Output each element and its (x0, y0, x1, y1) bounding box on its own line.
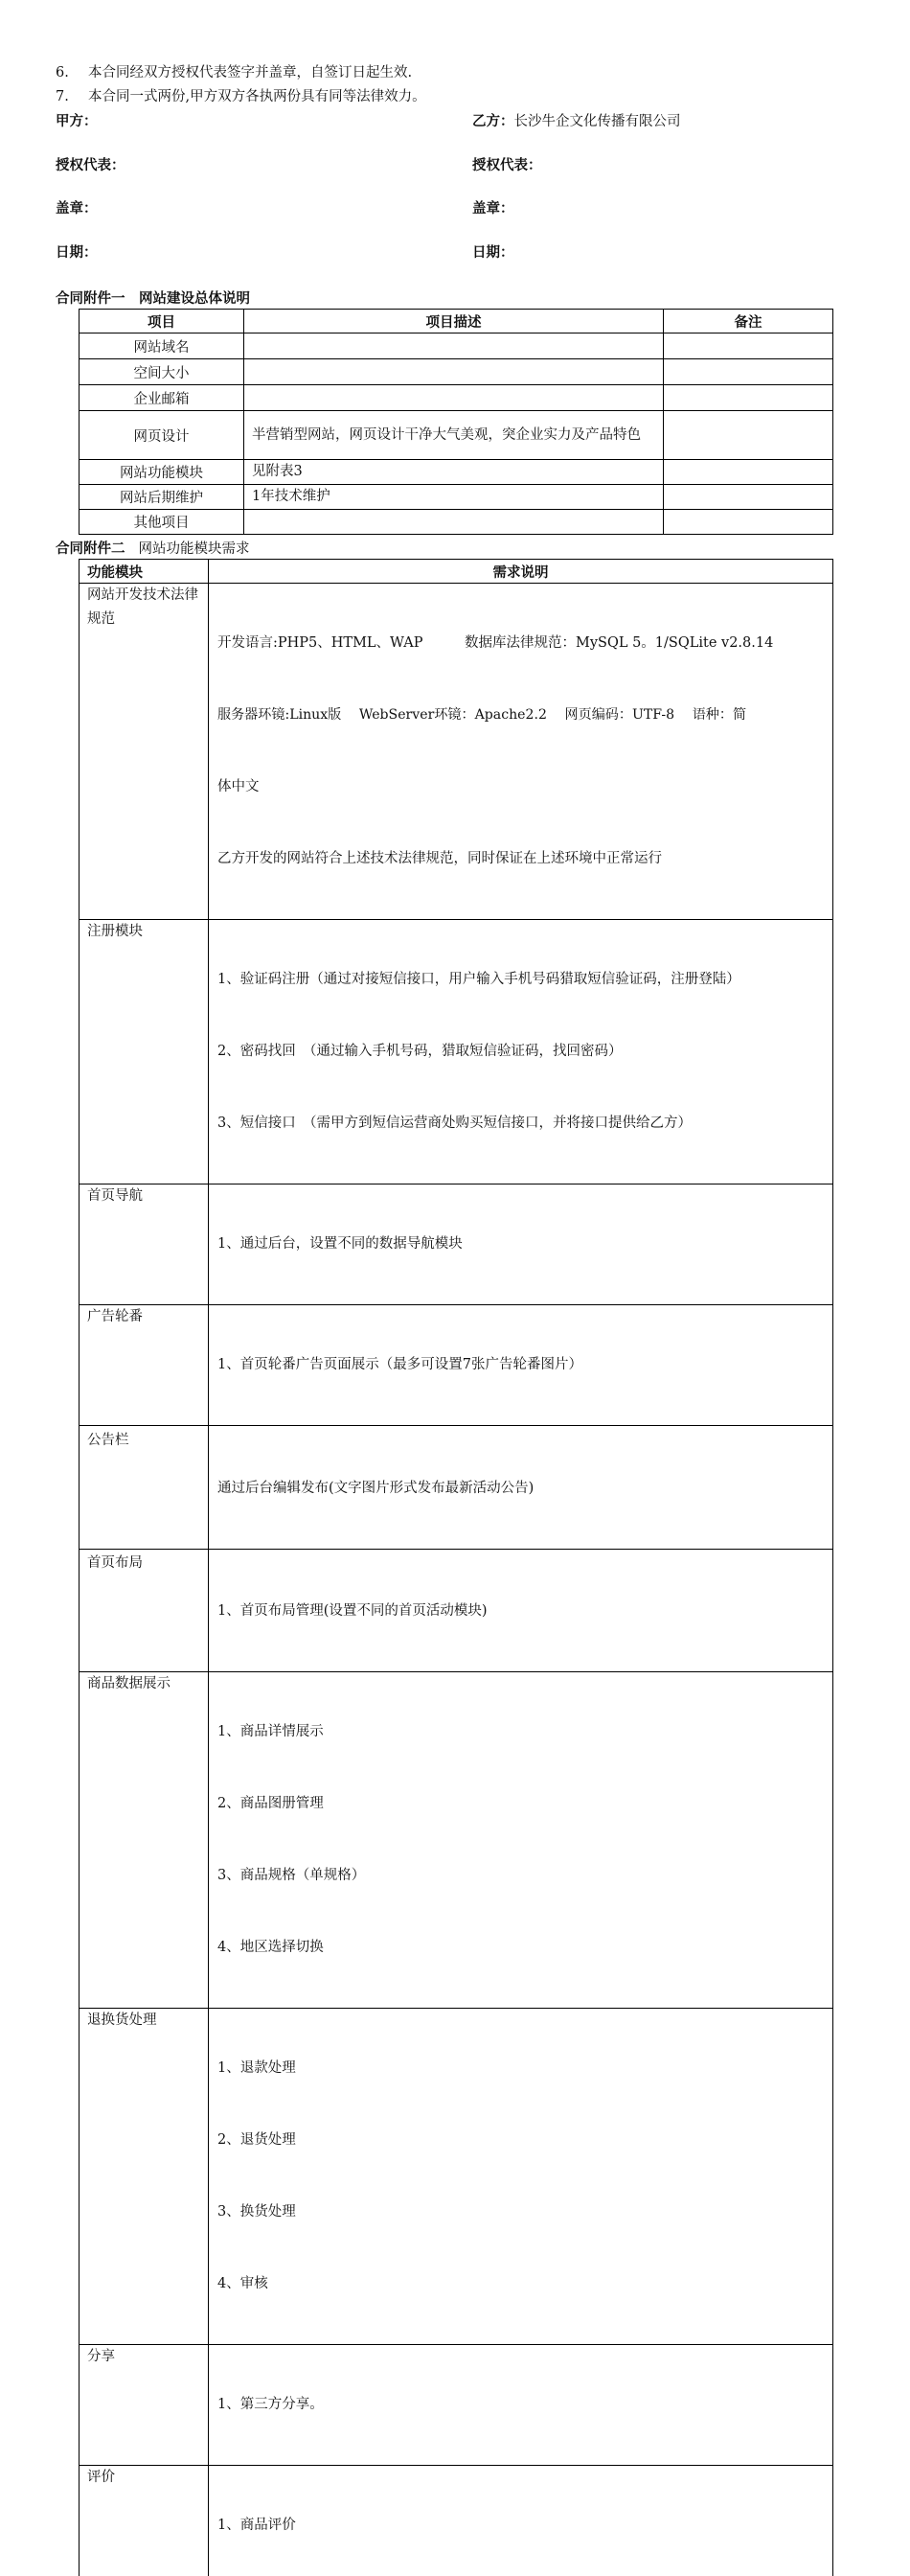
table-row (80, 2345, 833, 2466)
cell-module: 公告栏 (80, 1426, 209, 1550)
table-row (80, 460, 833, 485)
party-b-label: 乙方： (472, 114, 514, 129)
table-header-row (80, 310, 833, 334)
table-row (80, 359, 833, 385)
cell-requirement (209, 2345, 833, 2466)
requirement-line: 体中文 (217, 775, 832, 799)
header-note: 备注 (664, 310, 833, 334)
cell-description: 见附表3 (244, 460, 664, 485)
header-module: 功能模块 (80, 560, 209, 584)
requirement-line: 1、通过后台，设置不同的数据导航模块 (217, 1232, 832, 1256)
table-row (80, 2466, 833, 2576)
cell-note (664, 385, 833, 411)
party-b-name: 长沙牛企文化传播有限公司 (514, 114, 681, 129)
date-label-a: 日期： (56, 242, 98, 262)
seal-label-b: 盖章： (472, 197, 514, 218)
cell-module: 首页导航 (80, 1184, 209, 1305)
cell-item: 网站后期维护 (80, 485, 244, 510)
table-row (80, 1426, 833, 1550)
cell-requirement (209, 920, 833, 1184)
requirement-line: 1、商品详情展示 (217, 1720, 832, 1744)
table-row (80, 1550, 833, 1672)
party-b (472, 110, 681, 130)
cell-note (664, 359, 833, 385)
cell-description: 半营销型网站，网页设计干净大气美观，突企业实力及产品特色 (244, 411, 664, 460)
cell-requirement (209, 1672, 833, 2009)
cell-module: 网站开发技术法律规范 (80, 584, 209, 920)
cell-description (244, 510, 664, 535)
cell-module: 分享 (80, 2345, 209, 2466)
requirement-line: 开发语言:PHP5、HTML、WAP 数据库法律规范：MySQL 5。1/SQLite v2.8.14 (217, 632, 832, 656)
clause-6 (56, 61, 412, 81)
table-row (80, 584, 833, 920)
annex2-title-text: 网站功能模块需求 (139, 541, 250, 557)
cell-note (664, 485, 833, 510)
table-row (80, 510, 833, 535)
cell-note (664, 510, 833, 535)
cell-item: 企业邮箱 (80, 385, 244, 411)
cell-requirement (209, 584, 833, 920)
annex2-title (56, 538, 250, 558)
requirement-line: 1、首页轮番广告页面展示（最多可设置7张广告轮番图片） (217, 1353, 832, 1377)
cell-module: 注册模块 (80, 920, 209, 1184)
requirement-line: 4、审核 (217, 2272, 832, 2296)
cell-module: 首页布局 (80, 1550, 209, 1672)
cell-description (244, 334, 664, 359)
requirement-line: 3、换货处理 (217, 2200, 832, 2224)
cell-requirement (209, 1305, 833, 1426)
cell-requirement (209, 2009, 833, 2345)
cell-module: 商品数据展示 (80, 1672, 209, 2009)
cell-description: 1年技术维护 (244, 485, 664, 510)
requirement-line: 乙方开发的网站符合上述技术法律规范，同时保证在上述环境中正常运行 (217, 847, 832, 871)
party-a-label: 甲方： (56, 110, 98, 130)
cell-module: 退换货处理 (80, 2009, 209, 2345)
table-row (80, 2009, 833, 2345)
requirement-line: 服务器环镜:Linux版 WebServer环镜：Apache2.2 网页编码：UTF-8 语种：简 (217, 703, 832, 727)
cell-module: 广告轮番 (80, 1305, 209, 1426)
cell-item: 网页设计 (80, 411, 244, 460)
requirement-line: 1、第三方分享。 (217, 2393, 832, 2417)
cell-requirement (209, 1426, 833, 1550)
clause-text: 本合同一式两份,甲方双方各执两份具有同等法律效力。 (88, 89, 426, 104)
seal-label-a: 盖章： (56, 197, 98, 218)
date-label-b: 日期： (472, 242, 514, 262)
requirement-line: 2、商品图册管理 (217, 1792, 832, 1816)
cell-item: 空间大小 (80, 359, 244, 385)
cell-item: 其他项目 (80, 510, 244, 535)
table-row (80, 334, 833, 359)
cell-description (244, 385, 664, 411)
clause-number: 6. (56, 65, 88, 80)
cell-item: 网站域名 (80, 334, 244, 359)
cell-note (664, 460, 833, 485)
table-row (80, 411, 833, 460)
clause-7 (56, 85, 426, 105)
requirement-line: 通过后台编辑发布(文字图片形式发布最新活动公告) (217, 1477, 832, 1501)
table-row (80, 485, 833, 510)
cell-requirement (209, 1550, 833, 1672)
requirement-line: 3、短信接口 （需甲方到短信运营商处购买短信接口，并将接口提供给乙方） (217, 1112, 832, 1136)
table-row (80, 385, 833, 411)
cell-requirement (209, 2466, 833, 2576)
header-item: 项目 (80, 310, 244, 334)
rep-label-b: 授权代表： (472, 154, 542, 174)
clause-text: 本合同经双方授权代表签字并盖章，自签订日起生效. (88, 65, 412, 80)
table-row (80, 1672, 833, 2009)
requirement-line: 2、退货处理 (217, 2128, 832, 2152)
requirement-line: 4、地区选择切换 (217, 1936, 832, 1960)
annex2-table (79, 559, 833, 2576)
requirement-line: 1、商品评价 (217, 2514, 832, 2538)
annex2-title-label: 合同附件二 (56, 541, 125, 557)
table-row (80, 1184, 833, 1305)
cell-requirement (209, 1184, 833, 1305)
cell-description (244, 359, 664, 385)
table-header-row (80, 560, 833, 584)
cell-note (664, 334, 833, 359)
annex1-table (79, 309, 833, 535)
requirement-line: 1、验证码注册（通过对接短信接口，用户输入手机号码猎取短信验证码，注册登陆） (217, 968, 832, 992)
table-row (80, 1305, 833, 1426)
rep-label-a: 授权代表： (56, 154, 125, 174)
requirement-line: 3、商品规格（单规格） (217, 1864, 832, 1888)
requirement-line: 1、首页布局管理(设置不同的首页活动模块) (217, 1599, 832, 1623)
cell-item: 网站功能模块 (80, 460, 244, 485)
table-row (80, 920, 833, 1184)
clause-number: 7. (56, 89, 88, 104)
requirement-line: 2、密码找回 （通过输入手机号码，猎取短信验证码，找回密码） (217, 1040, 832, 1064)
cell-module: 评价 (80, 2466, 209, 2576)
cell-note (664, 411, 833, 460)
requirement-line: 1、退款处理 (217, 2057, 832, 2081)
header-requirement: 需求说明 (209, 560, 833, 584)
annex1-title: 合同附件一 网站建设总体说明 (56, 288, 250, 308)
header-description: 项目描述 (244, 310, 664, 334)
